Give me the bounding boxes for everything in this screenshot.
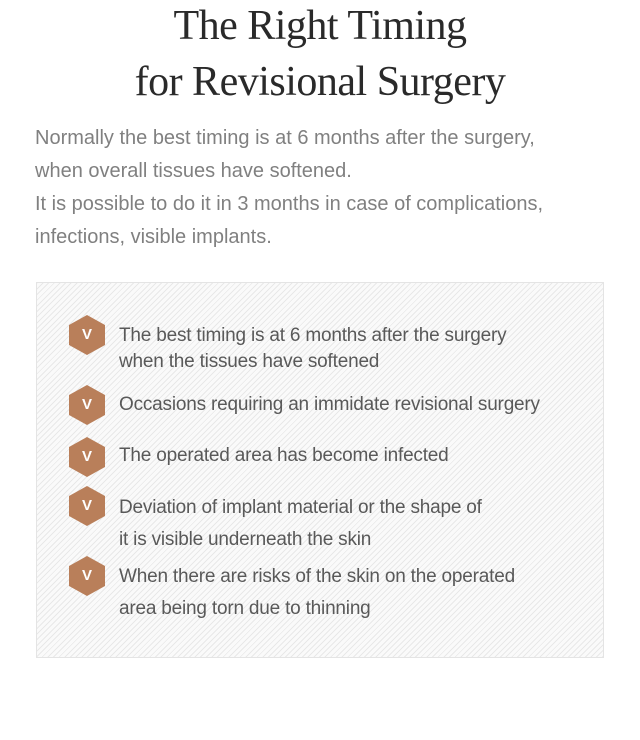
check-badge-icon xyxy=(69,556,105,596)
page-title xyxy=(0,0,640,108)
checklist-item-text xyxy=(119,443,589,469)
page-title-line-2: for Revisional Surgery xyxy=(134,59,506,105)
intro-paragraph xyxy=(35,122,615,254)
checklist-item-line: The operated area has become infected xyxy=(119,445,449,466)
intro-line-1: Normally the best timing is at 6 months after the surgery, xyxy=(35,127,535,149)
checklist-item-line: when the tissues have softened xyxy=(119,351,380,372)
intro-line-2: when overall tissues have softened. xyxy=(35,160,352,182)
checklist-item-line: Deviation of implant material or the shape of xyxy=(119,497,482,518)
check-badge-letter: V xyxy=(81,396,92,413)
checklist-item-text xyxy=(119,492,589,556)
checklist-item-text xyxy=(119,561,589,625)
checklist-item-line: Occasions requiring an immidate revisional surgery xyxy=(119,394,540,415)
check-badge-letter: V xyxy=(81,326,92,343)
intro-line-4: infections, visible implants. xyxy=(35,226,272,248)
check-badge-letter: V xyxy=(81,567,92,584)
check-badge-icon xyxy=(69,486,105,526)
checklist-item-line: The best timing is at 6 months after the surgery xyxy=(119,325,507,346)
check-badge-letter: V xyxy=(81,497,92,514)
check-badge-letter: V xyxy=(81,448,92,465)
checklist-item-line: it is visible underneath the skin xyxy=(119,529,372,550)
intro-line-3: It is possible to do it in 3 months in case of complications, xyxy=(35,193,544,215)
checklist-item-line: When there are risks of the skin on the operated xyxy=(119,566,515,587)
check-badge-icon xyxy=(69,315,105,355)
checklist-item-text xyxy=(119,392,589,418)
checklist-item-line: area being torn due to thinning xyxy=(119,598,371,619)
checklist-box xyxy=(36,282,604,658)
page-title-line-1: The Right Timing xyxy=(173,3,467,49)
check-badge-icon xyxy=(69,437,105,477)
checklist-item-text xyxy=(119,323,589,375)
check-badge-icon xyxy=(69,385,105,425)
